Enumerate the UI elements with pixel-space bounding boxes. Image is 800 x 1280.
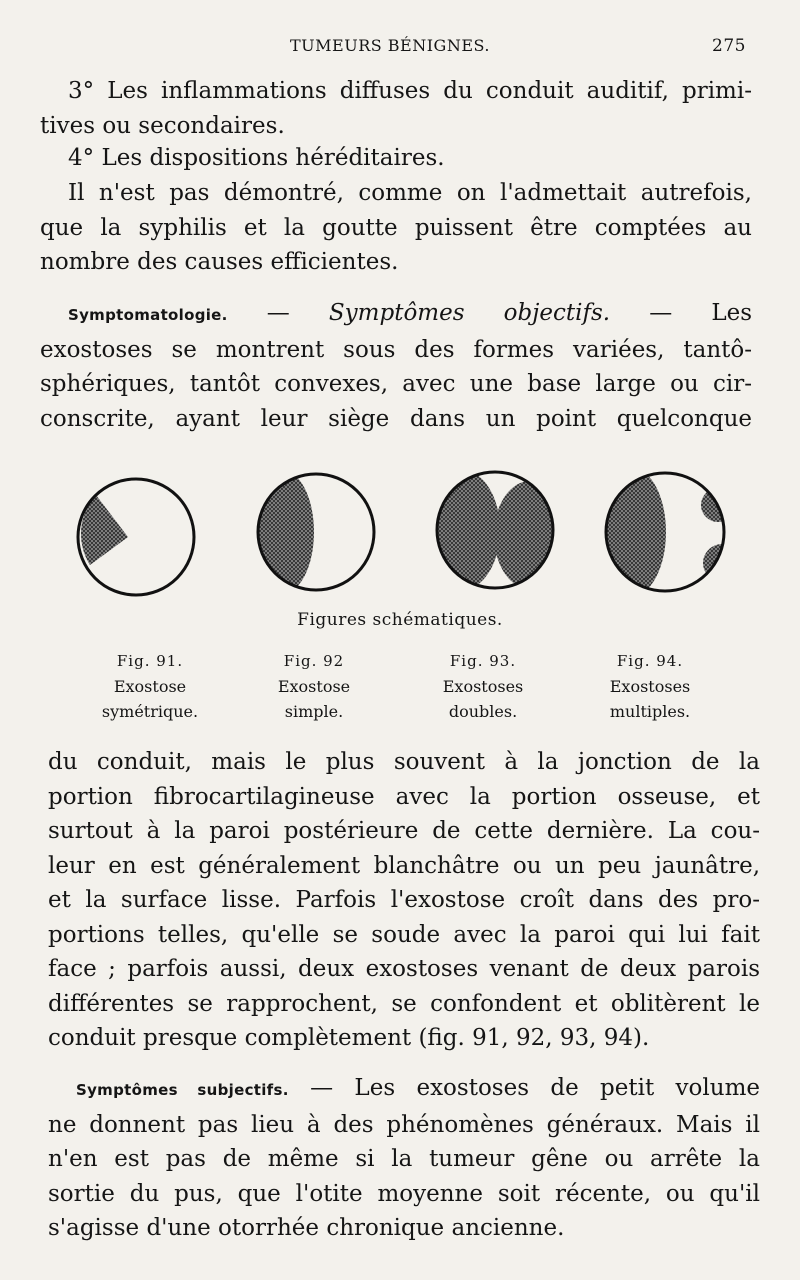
figures-caption: Figures schématiques. <box>297 610 503 630</box>
text-line: tives ou secondaires. <box>40 112 285 139</box>
figure-label: multiples. <box>609 702 691 721</box>
exostosis-right <box>494 481 566 589</box>
figures-block <box>0 465 800 735</box>
figure-number: Fig. 91. <box>116 652 184 670</box>
text-line: s'agisse d'une otorrhée chronique ancienne. <box>48 1215 565 1241</box>
page-number: 275 <box>712 36 746 56</box>
dash: — <box>227 300 329 326</box>
text-fragment: — Les exostoses de petit volume <box>288 1075 760 1101</box>
text-line: Il n'est pas démontré, comme on l'admettait autrefois, <box>68 180 752 206</box>
figure-diagrams <box>0 465 800 605</box>
figure-91-diagram <box>78 479 194 595</box>
text-line <box>48 1071 760 1108</box>
text-line: conscrite, ayant leur siège dans un point quelconque <box>40 405 752 432</box>
text-line: conduit presque complètement (fig. 91, 92, 93, 94). <box>48 1025 650 1051</box>
text-line: ne donnent pas lieu à des phénomènes généraux. Mais il <box>48 1111 760 1138</box>
running-head <box>0 36 800 60</box>
text-line: et la surface lisse. Parfois l'exostose croît dans des pro- <box>48 887 760 913</box>
text-line: sphériques, tantôt convexes, avec une base large ou cir- <box>40 371 752 397</box>
text-line: exostoses se montrent sous des formes variées, tantô- <box>40 336 752 363</box>
figure-91-caption <box>70 649 230 724</box>
subsection-heading: Symptômes subjectifs. <box>76 1081 289 1099</box>
figure-label: symétrique. <box>101 702 199 721</box>
figure-93-caption <box>403 649 563 724</box>
figure-label: Exostoses <box>609 677 691 696</box>
figure-number: Fig. 94. <box>616 652 684 670</box>
text-line: nombre des causes efficientes. <box>40 249 399 275</box>
paragraph-cause-4 <box>40 141 752 176</box>
figure-label: simple. <box>284 702 344 721</box>
text-line: du conduit, mais le plus souvent à la jonction de la <box>48 749 760 775</box>
text-line: n'en est pas de même si la tumeur gêne ou arrête la <box>48 1146 760 1172</box>
section-heading: Symptomatologie. <box>68 306 228 324</box>
figure-label: doubles. <box>448 702 518 721</box>
exostosis-left <box>424 470 500 590</box>
text-line: portions telles, qu'elle se soude avec la paroi qui lui fait <box>48 921 760 948</box>
text-line: 3° Les inflammations diffuses du conduit auditif, primi- <box>68 78 752 104</box>
paragraph-cause-3 <box>40 74 752 143</box>
paragraph-continuation <box>48 745 760 1056</box>
figure-94-diagram <box>598 468 741 596</box>
figure-number: Fig. 92 <box>283 652 345 670</box>
figure-number: Fig. 93. <box>449 652 517 670</box>
figure-92-caption <box>234 649 394 724</box>
text-line: différentes se rapprochent, se confondent et oblitèrent le <box>48 990 760 1017</box>
exostosis-shape <box>250 470 314 594</box>
figure-94-caption <box>570 649 730 724</box>
text-line: leur en est généralement blanchâtre ou un peu jaunâtre, <box>48 852 760 879</box>
text-line: portion fibrocartilagineuse avec la portion osseuse, et <box>48 783 760 810</box>
text-line <box>40 296 752 333</box>
text-line: surtout à la paroi postérieure de cette dernière. La cou- <box>48 818 760 844</box>
figure-93-diagram <box>424 470 566 590</box>
figure-92-diagram <box>250 470 374 594</box>
figure-label: Exostose <box>277 677 351 696</box>
text-line: que la syphilis et la goutte puissent être comptées au <box>40 214 752 241</box>
text-fragment: — Les <box>610 300 753 326</box>
running-title: TUMEURS BÉNIGNES. <box>290 36 490 55</box>
text-line: sortie du pus, que l'otite moyenne soit récente, ou qu'il <box>48 1180 760 1207</box>
text-line: 4° Les dispositions héréditaires. <box>68 145 445 171</box>
paragraph-symptomes-subjectifs <box>48 1071 760 1246</box>
text-line: face ; parfois aussi, deux exostoses venant de deux parois <box>48 956 760 982</box>
figure-label: Exostose <box>113 677 187 696</box>
paragraph-not-demonstrated <box>40 176 752 280</box>
figure-label: Exostoses <box>442 677 524 696</box>
paragraph-symptomatologie <box>40 296 752 436</box>
subsection-heading: Symptômes objectifs. <box>328 300 611 326</box>
exostosis-large <box>598 468 666 596</box>
